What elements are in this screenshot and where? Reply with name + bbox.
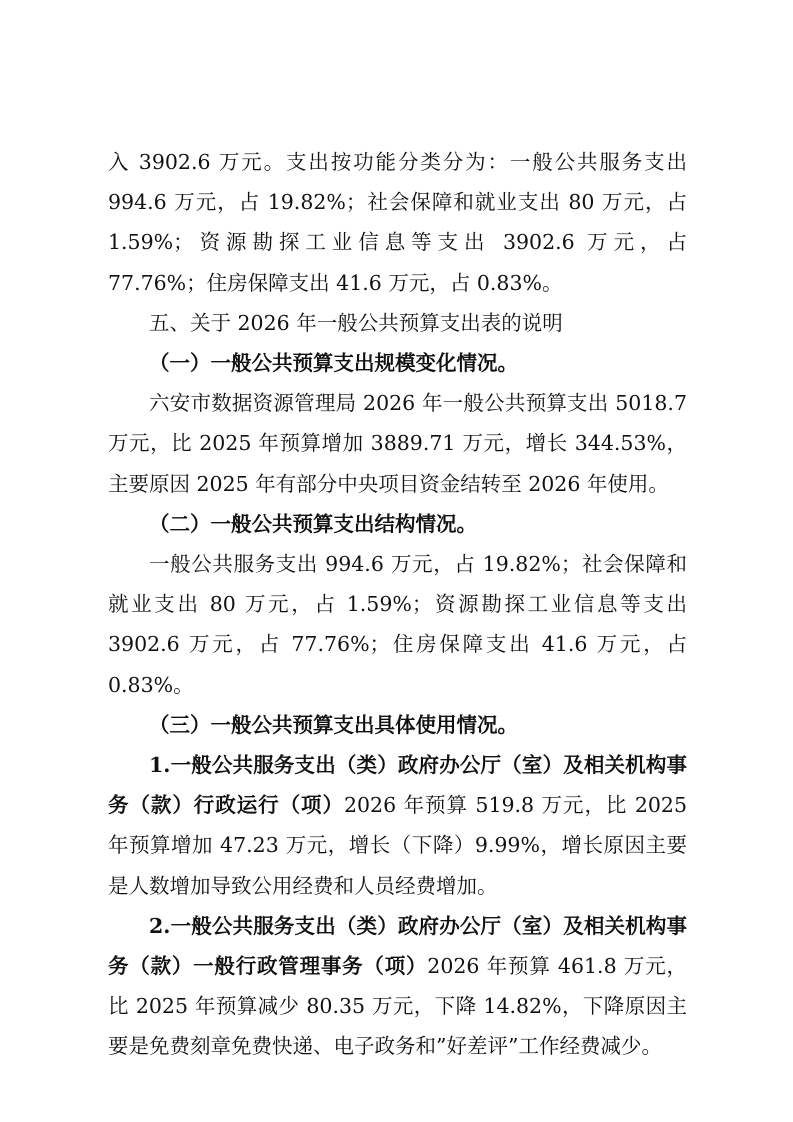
paragraph-scale-change: 六安市数据资源管理局 2026 年一般公共预算支出 5018.7 万元，比 2025 年预算增加 3889.71 万元，增长 344.53%，主要原因 2025 年有部分中央项目资金结转至 2026 年使用。: [108, 391, 687, 496]
item-1-body: 2026 年预算 519.8 万元，比 2025 年预算增加 47.23 万元，增长（下降）9.99%，增长原因主要是人数增加导致公用经费和人员经费增加。: [108, 793, 687, 898]
item-2-body: 2026 年预算 461.8 万元，比 2025 年预算减少 80.35 万元，下降 14.82%，下降原因主要是免费刻章免费快递、电子政务和”好差评”工作经费减少。: [108, 954, 687, 1059]
paragraph-item-2: [108, 906, 687, 1067]
item-2-title: 2.一般公共服务支出（类）政府办公厅（室）及相关机构事务（款）一般行政管理事务（项）: [108, 913, 687, 979]
subheading-usage: （三）一般公共预算支出具体使用情况。: [149, 712, 518, 737]
section-heading-five: 五、关于 2026 年一般公共预算支出表的说明: [149, 310, 563, 335]
subheading-structure: （二）一般公共预算支出结构情况。: [149, 511, 477, 536]
item-1-title: 1.一般公共服务支出（类）政府办公厅（室）及相关机构事务（款）行政运行（项）: [108, 753, 687, 818]
subheading-scale-change: （一）一般公共预算支出规模变化情况。: [149, 351, 518, 376]
paragraph-income-summary: 入 3902.6 万元。支出按功能分类分为：一般公共服务支出 994.6 万元，占 19.82%；社会保障和就业支出 80 万元，占 1.59%；资源勘探工业信息等支出 3902.6 万元，占 77.76%；住房保障支出 41.6 万元，占 0.83%。: [108, 150, 687, 295]
paragraph-structure: 一般公共服务支出 994.6 万元，占 19.82%；社会保障和就业支出 80 万元，占 1.59%；资源勘探工业信息等支出 3902.6 万元，占 77.76%；住房保障支出 41.6 万元，占 0.83%。: [108, 552, 687, 697]
paragraph-item-1: [108, 745, 687, 906]
